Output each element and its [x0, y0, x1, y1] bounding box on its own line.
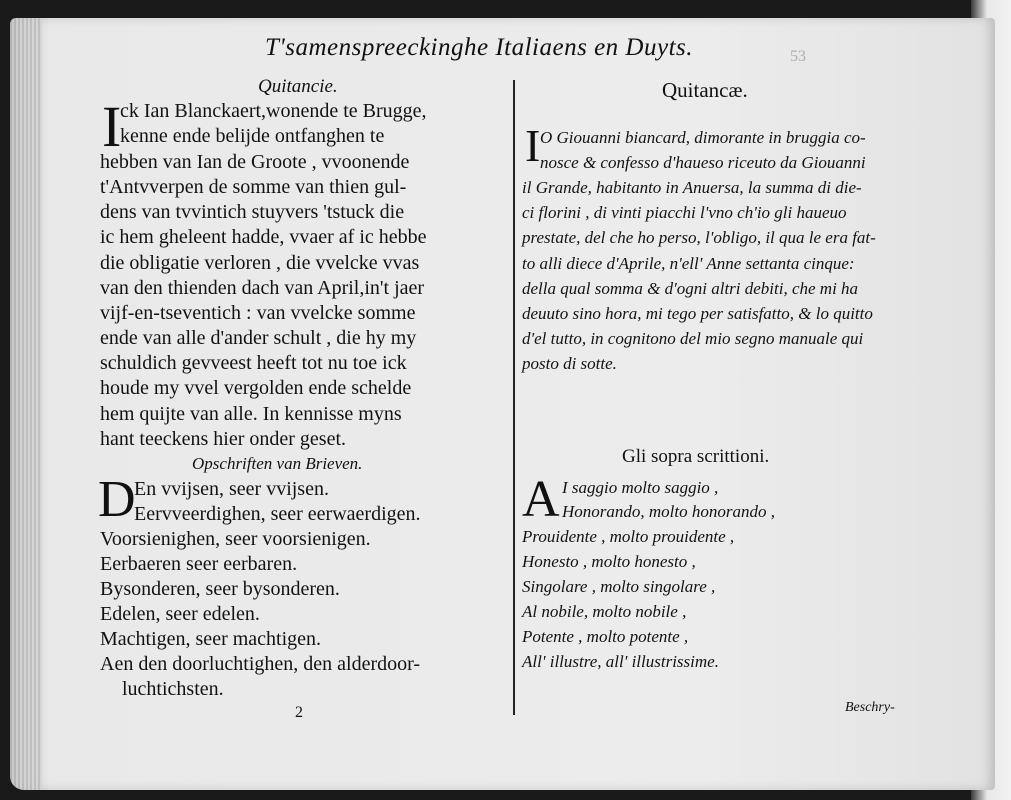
right-dropcap-2: A — [522, 471, 560, 528]
right-paragraph-line: prestate, del che ho perso, l'obligo, il qua le era fat- — [522, 228, 876, 247]
right-title-line: I saggio molto saggio , — [562, 478, 719, 497]
right-paragraph-line: d'el tutto, in cognitono del mio segno manuale qui — [522, 329, 864, 348]
left-paragraph-line: houde my vvel vergolden ende schelde — [100, 377, 412, 399]
catchword: Beschry- — [845, 700, 895, 715]
right-paragraph-line: O Giouanni biancard, dimorante in bruggia co- — [540, 128, 866, 147]
left-paragraph-line: ic hem gheleent hadde, vvaer af ic hebbe — [100, 226, 427, 248]
left-title-line: Aen den doorluchtighen, den alderdoor- — [100, 653, 421, 675]
running-header-title: T'samenspreeckinghe Italiaens en Duyts. — [265, 34, 693, 61]
right-paragraph-line: della qual somma & d'ogni altri debiti, che mi ha — [522, 279, 859, 298]
right-heading: Quitancæ. — [662, 78, 748, 102]
left-paragraph-line: ck Ian Blanckaert,wonende te Brugge, — [120, 100, 427, 122]
right-title-line: Al nobile, molto nobile , — [522, 602, 687, 621]
right-title-line: Honorando, molto honorando , — [562, 502, 775, 521]
right-paragraph-line: to alli diece d'Aprile, n'ell' Anne settanta cinque: — [522, 254, 855, 273]
page-edge-shading — [10, 18, 42, 790]
right-paragraph-line: il Grande, habitanto in Anuersa, la summa di die- — [522, 178, 862, 197]
right-dropcap: I — [525, 120, 541, 171]
right-title-line: All' illustre, all' illustrissime. — [522, 652, 719, 671]
page-number: 53 — [790, 48, 806, 65]
left-paragraph-line: schuldich gevveest heeft tot nu toe ick — [100, 352, 407, 374]
left-dropcap: I — [102, 94, 122, 159]
left-heading: Quitancie. — [258, 76, 338, 97]
right-title-line: Honesto , molto honesto , — [522, 552, 696, 571]
left-paragraph-line: dens van tvvintich stuyvers 'tstuck die — [100, 201, 405, 223]
left-paragraph-line: kenne ende belijde ontfanghen te — [120, 125, 385, 147]
left-title-line: luchtichsten. — [122, 678, 224, 700]
left-title-line: Edelen, seer edelen. — [100, 603, 260, 625]
left-title-line: En vvijsen, seer vvijsen. — [134, 478, 329, 500]
right-paragraph-line: ci florini , di vinti piacchi l'vno ch'io gli haueuo — [522, 203, 847, 222]
left-title-line: Eervveerdighen, seer eerwaerdigen. — [134, 503, 421, 525]
left-paragraph-line: hem quijte van alle. In kennisse myns — [100, 403, 402, 425]
left-paragraph-line: t'Antvverpen de somme van thien gul- — [100, 176, 407, 198]
right-paragraph-line: posto di sotte. — [522, 354, 617, 373]
left-dropcap-2: D — [98, 471, 136, 528]
right-title-line: Singolare , molto singolare , — [522, 577, 716, 596]
right-paragraph-line: deuuto sino hora, mi tego per satisfatto, & lo quitto — [522, 304, 873, 323]
left-paragraph-line: vijf-en-tseventich : van vvelcke somme — [100, 302, 416, 324]
left-subheading: Opschriften van Brieven. — [192, 454, 363, 473]
left-title-line: Bysonderen, seer bysonderen. — [100, 578, 340, 600]
left-paragraph-line: die obligatie verloren , die vvelcke vvas — [100, 252, 420, 274]
right-subheading: Gli sopra scrittioni. — [622, 446, 770, 467]
right-title-line: Potente , molto potente , — [522, 627, 689, 646]
left-paragraph-line: hant teeckens hier onder geset. — [100, 428, 347, 450]
book-page — [10, 18, 995, 790]
signature-mark: 2 — [295, 704, 303, 721]
left-title-line: Voorsienighen, seer voorsienigen. — [100, 528, 371, 550]
left-paragraph-line: ende van alle d'ander schult , die hy my — [100, 327, 417, 349]
column-divider — [513, 80, 515, 715]
left-paragraph-line: van den thienden dach van April,in't jaer — [100, 277, 425, 299]
right-paragraph-line: nosce & confesso d'haueso riceuto da Giouanni — [540, 153, 866, 172]
left-title-line: Eerbaeren seer eerbaren. — [100, 553, 298, 575]
left-title-line: Machtigen, seer machtigen. — [100, 628, 322, 650]
right-title-line: Prouidente , molto prouidente , — [522, 527, 735, 546]
left-paragraph-line: hebben van Ian de Groote , vvoonende — [100, 151, 410, 173]
